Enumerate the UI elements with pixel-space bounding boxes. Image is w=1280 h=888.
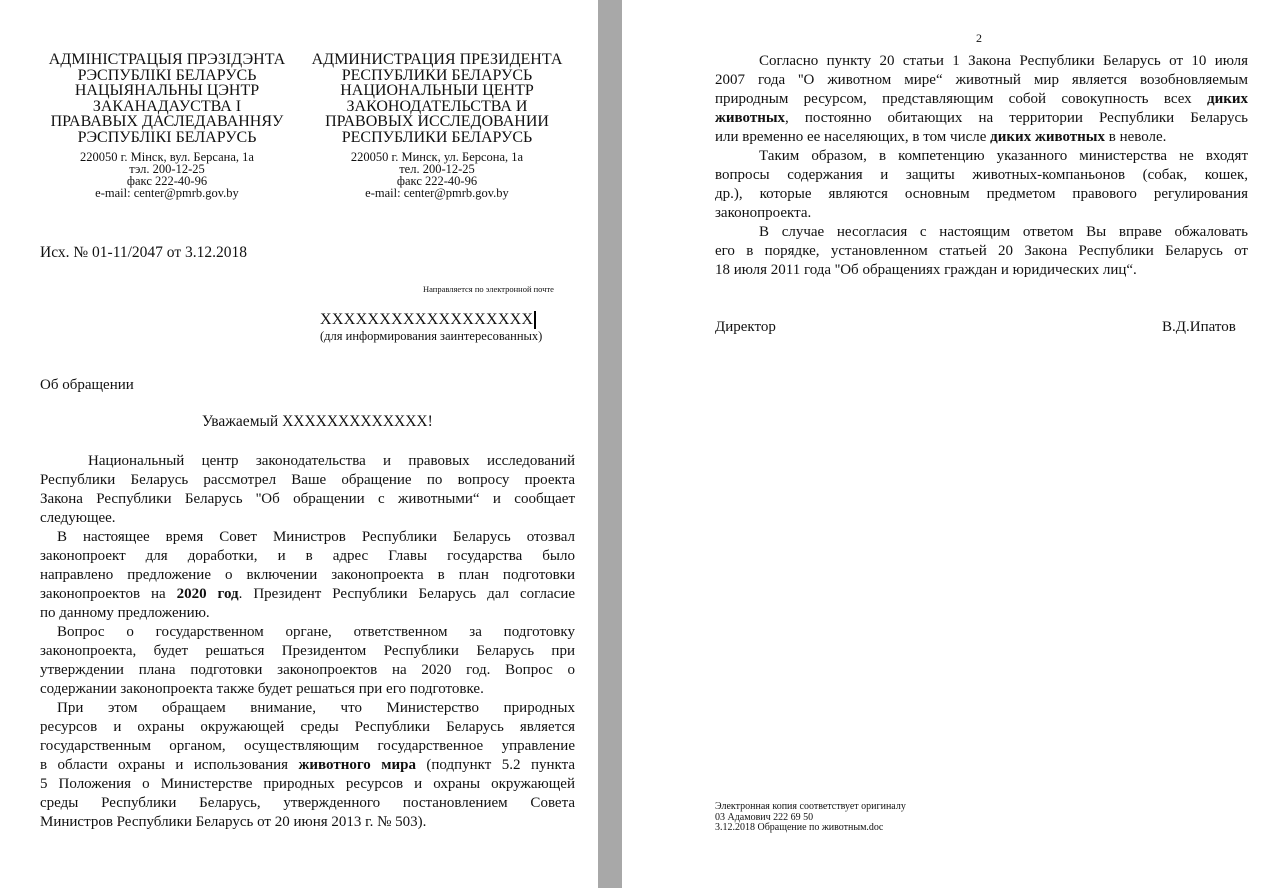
bold-text: животного мира: [298, 757, 416, 773]
bold-text: диких животных: [990, 129, 1105, 145]
greeting: Уважаемый XXXXXXXXXXXXX!: [202, 413, 433, 430]
text-line: [40, 661, 575, 680]
text-line: [40, 471, 575, 490]
text-segment: следующее.: [40, 510, 116, 526]
text-line: [40, 813, 575, 832]
text-segment: среды Республики Беларусь, утвержденного постановлением Совета: [40, 795, 575, 811]
header-russian: [302, 52, 572, 200]
text-line: [759, 52, 1248, 71]
text-line: [40, 756, 575, 775]
text-line: [40, 794, 575, 813]
text-line: [759, 223, 1248, 242]
text-segment: . Президент Республики Беларусь дал согласие: [238, 586, 576, 602]
text-segment: 2007 года ''О животном мире“ животный мир является возобновляемым: [715, 72, 1248, 88]
text-segment: содержании законопроекта также будет решаться при его подготовке.: [40, 681, 484, 697]
header-line: e-mail: center@pmrb.gov.by: [365, 186, 509, 201]
text-segment: государственным органом, осуществляющим государственное управление: [40, 738, 575, 754]
text-segment: (подпункт 5.2 пункта: [415, 757, 575, 773]
text-line: [57, 623, 575, 642]
text-segment: в области охраны и использования: [40, 757, 299, 773]
text-segment: в неволе.: [1104, 129, 1167, 145]
outgoing-number: Исх. № 01-11/2047 от 3.12.2018: [40, 244, 247, 261]
header-line: ПРАВАВЫХ ДАСЛЕДАВАННЯУ: [50, 113, 284, 131]
header-belarusian: [32, 52, 302, 200]
text-line: [40, 509, 575, 528]
text-segment: законопроект для доработки, и в адрес Главы государства было: [40, 548, 575, 564]
text-segment: Согласно пункту 20 статьи 1 Закона Республики Беларусь от 10 июля: [759, 53, 1248, 69]
text-line: [40, 775, 575, 794]
document-page-2: [622, 0, 1280, 888]
text-segment: Министров Республики Беларусь от 20 июня 2013 г. № 503).: [40, 814, 427, 830]
text-segment: В настоящее время Совет Министров Республики Беларусь отозвал: [57, 529, 575, 545]
header-line: РЕСПУБЛИКИ БЕЛАРУСЬ: [341, 66, 533, 84]
text-segment: Таким образом, в компетенцию указанного министерства не входят: [759, 148, 1248, 164]
bold-text: животных: [715, 110, 786, 126]
text-segment: , постоянно обитающих на территории Республики Беларусь: [785, 110, 1248, 126]
text-line: [715, 185, 1248, 204]
text-line: [40, 585, 575, 604]
header-line: ЗАКОНОДАТЕЛЬСТВА И: [346, 97, 528, 115]
header-line: факс 222-40-96: [126, 174, 208, 189]
text-segment: Закона Республики Беларусь ''Об обращении с животными“ и сообщает: [40, 491, 575, 507]
subject: Об обращении: [40, 377, 134, 393]
text-line: [88, 452, 575, 471]
text-segment: 5 Положения о Министерстве природных ресурсов и охраны окружающей: [40, 776, 575, 792]
text-line: [715, 261, 1248, 280]
text-line: [715, 128, 1248, 147]
text-segment: Вопрос о государственном органе, ответственном за подготовку: [57, 624, 575, 640]
text-line: [715, 204, 1248, 223]
text-line: [40, 680, 575, 699]
text-segment: др.), которые являются основным предметом правового регулирования: [715, 186, 1248, 202]
text-line: [40, 737, 575, 756]
footer-line: Электронная копия соответствует оригиналу: [715, 801, 906, 812]
text-segment: Национальный центр законодательства и правовых исследований: [88, 453, 575, 469]
text-segment: его в порядке, установленном статьей 20 Закона Республики Беларусь от: [715, 243, 1248, 259]
header-line: РЕСПУБЛИКИ БЕЛАРУСЬ: [341, 128, 533, 146]
header-line: 220050 г. Минск, ул. Берсона, 1а: [350, 149, 524, 164]
footer-note: [715, 802, 906, 834]
text-segment: законопроекта.: [715, 205, 812, 221]
text-line: [40, 604, 575, 623]
footer-line: 03 Адамович 222 69 50: [715, 811, 814, 823]
header-line: 220050 г. Мінск, вул. Берсана, 1а: [80, 149, 254, 164]
text-line: [40, 490, 575, 509]
text-line: [40, 718, 575, 737]
text-line: [57, 699, 575, 718]
text-segment: вопросы содержания и защиты животных-компаньонов (собак, кошек,: [715, 167, 1248, 183]
text-segment: или временно ее населяющих, в том числе: [715, 129, 991, 145]
text-segment: по данному предложению.: [40, 605, 210, 621]
header-line: АДМИНИСТРАЦИЯ ПРЕЗИДЕНТА: [311, 51, 563, 68]
text-line: [57, 528, 575, 547]
text-segment: законопроекта, будет решаться Президентом Республики Беларусь при: [40, 643, 575, 659]
text-line: [715, 71, 1248, 90]
text-segment: ресурсов и охраны окружающей среды Республики Беларусь является: [40, 719, 575, 735]
signature-title: Директор: [715, 319, 776, 335]
text-segment: В случае несогласия с настоящим ответом Вы вправе обжаловать: [759, 224, 1248, 240]
text-line: [715, 109, 1248, 128]
sent-note: Направляется по электронной почте: [423, 284, 554, 294]
bold-text: диких: [1206, 91, 1248, 107]
recipient-note: (для информирования заинтересованных): [320, 329, 543, 343]
text-line: [759, 147, 1248, 166]
header-line: НАЦИОНАЛЬНЫИ ЦЕНТР: [340, 82, 534, 100]
header-line: тел. 200-12-25: [399, 161, 475, 176]
header-line: АДМІНІСТРАЦЫЯ ПРЭЗІДЭНТА: [48, 51, 286, 68]
document-page-1: [0, 0, 598, 888]
header-line: тэл. 200-12-25: [129, 161, 205, 176]
text-line: [40, 642, 575, 661]
header-line: НАЦЫЯНАЛЬНЫ ЦЭНТР: [74, 82, 260, 100]
header-line: факс 222-40-96: [396, 174, 478, 189]
header-line: РЭСПУБЛІКІ БЕЛАРУСЬ: [77, 66, 257, 84]
footer-line: 3.12.2018 Обращение по животным.doc: [715, 822, 884, 833]
text-line: [715, 242, 1248, 261]
text-segment: При этом обращаем внимание, что Министерство природных: [57, 700, 575, 716]
text-line: [40, 547, 575, 566]
header-line: ПРАВОВЫХ ИССЛЕДОВАНИИ: [325, 113, 549, 131]
text-segment: природным ресурсом, представляющим собой совокупность всех: [715, 91, 1207, 107]
text-segment: Республики Беларусь рассмотрел Ваше обращение по вопросу проекта: [40, 472, 575, 488]
signature-name: В.Д.Ипатов: [1162, 319, 1236, 335]
text-line: [40, 566, 575, 585]
text-segment: утверждении плана подготовки законопроектов на 2020 год. Вопрос о: [40, 662, 575, 678]
text-segment: направлено предложение о включении законопроекта в план подготовки: [40, 567, 575, 583]
recipient: XXXXXXXXXXXXXXXXXX: [320, 311, 536, 329]
text-line: [715, 166, 1248, 185]
text-segment: 18 июля 2011 года ''Об обращениях граждан и юридических лиц“.: [715, 262, 1137, 278]
bold-text: 2020 год: [176, 586, 239, 602]
header-line: e-mail: center@pmrb.gov.by: [95, 186, 239, 201]
header-line: ЗАКАНАДАУСТВА І: [92, 97, 242, 115]
text-segment: законопроектов на: [40, 586, 177, 602]
header-line: РЭСПУБЛІКІ БЕЛАРУСЬ: [77, 128, 257, 146]
text-line: [715, 90, 1248, 109]
page-number: 2: [976, 31, 982, 45]
